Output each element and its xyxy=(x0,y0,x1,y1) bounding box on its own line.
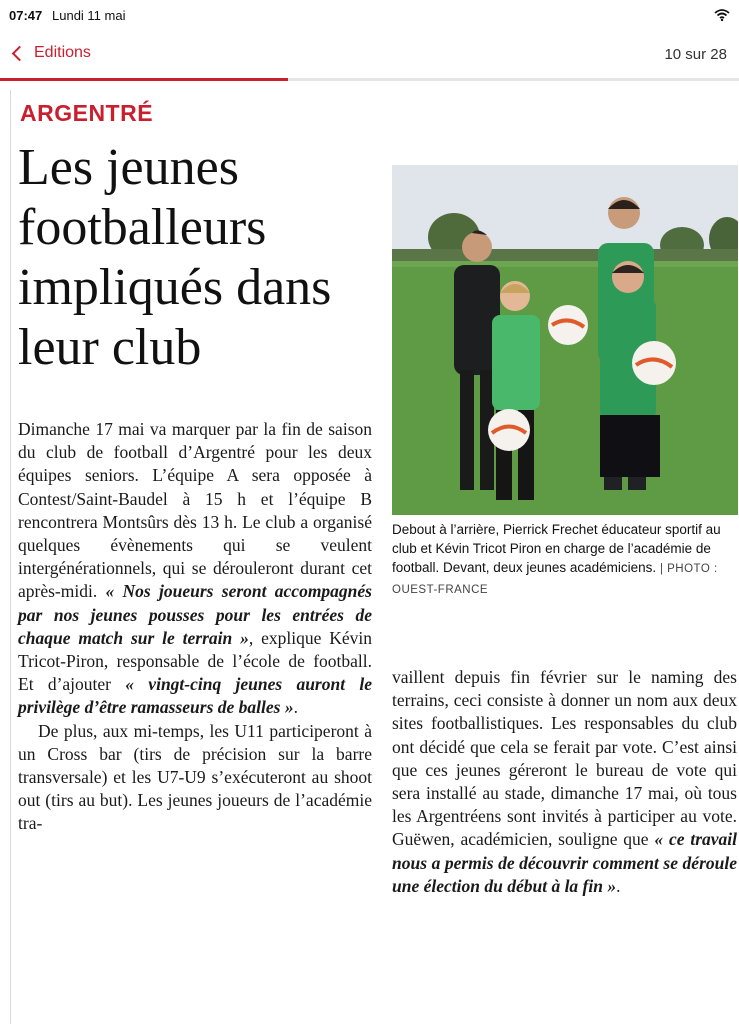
paragraph-2: De plus, aux mi-temps, les U11 participeront à un Cross bar (tirs de précision sur la barre transversale) et les U7-U9 s’exécuteront au shoot out (tirs au but). Les jeunes joueurs de l’académie tra- xyxy=(18,720,372,834)
article-photo xyxy=(392,165,738,515)
back-button[interactable] xyxy=(14,44,91,62)
caption-text: Debout à l’arrière, Pierrick Frechet éducateur sportif au club et Kévin Tricot Piron en charge de l’académie de football. Devant, deux jeunes académiciens. xyxy=(392,522,721,575)
status-date: Lundi 11 mai xyxy=(52,8,126,23)
photo-caption xyxy=(392,520,737,600)
back-label: Editions xyxy=(34,44,91,61)
photo-credit: | PHOTO : OUEST-FRANCE xyxy=(392,563,718,596)
p1-text-b: , explique Kévin Tricot-Piron, responsable de l’école de football. Et d’ajouter xyxy=(18,627,372,695)
progress-fill xyxy=(0,78,288,81)
wifi-icon xyxy=(714,9,730,24)
p1-text-c: . xyxy=(293,697,298,718)
headline: Les jeunes footballeurs impliqués dans leur club xyxy=(18,139,332,376)
column-rule xyxy=(10,90,11,1024)
page-counter: 10 sur 28 xyxy=(664,46,727,63)
chevron-left-icon xyxy=(12,46,28,62)
paragraph-1 xyxy=(18,418,372,720)
paragraph-3 xyxy=(392,666,737,898)
p1-text-a: Dimanche 17 mai va marquer par la fin de saison du club de football d’Argentré pour les deux équipes seniors. L’équipe A sera opposée à Contest/Saint-Baudel à 15 h et l’équipe B rencontrera Montsûrs dès 13 h. Le club a organisé quelques évènements qui se veulent intergénérationnels, qui se dérouleront durant cet après-midi. xyxy=(18,419,372,602)
quote-3: « ce travail nous a permis de découvrir comment se déroule une élection du début à la fin » xyxy=(392,829,737,896)
progress-track xyxy=(0,78,739,81)
article-column-1 xyxy=(18,418,372,836)
article-column-2 xyxy=(392,666,737,898)
p3-text-a: vaillent depuis fin février sur le naming des terrains, ceci consiste à donner un nom aux deux sites footballistiques. Les responsables du club ont décidé que cela se ferait par vote. C’est ainsi que ces jeunes géreront le bureau de vote qui sera installé au stade, dimanche 17 mai, où tous les Argentréens sont invités à participer au vote. Guëwen, académicien, souligne que xyxy=(392,667,737,850)
status-time: 07:47 xyxy=(9,8,43,23)
quote-1: « Nos joueurs seront accompagnés par nos jeunes pousses pour les entrées de chaque match sur le terrain » xyxy=(18,581,372,648)
p3-text-b: . xyxy=(616,875,621,896)
status-bar xyxy=(0,0,739,30)
quote-2: « vingt-cinq jeunes auront le privilège d’être ramasseurs de balles » xyxy=(18,674,372,718)
section-label: ARGENTRÉ xyxy=(20,100,154,126)
nav-bar xyxy=(0,38,739,78)
